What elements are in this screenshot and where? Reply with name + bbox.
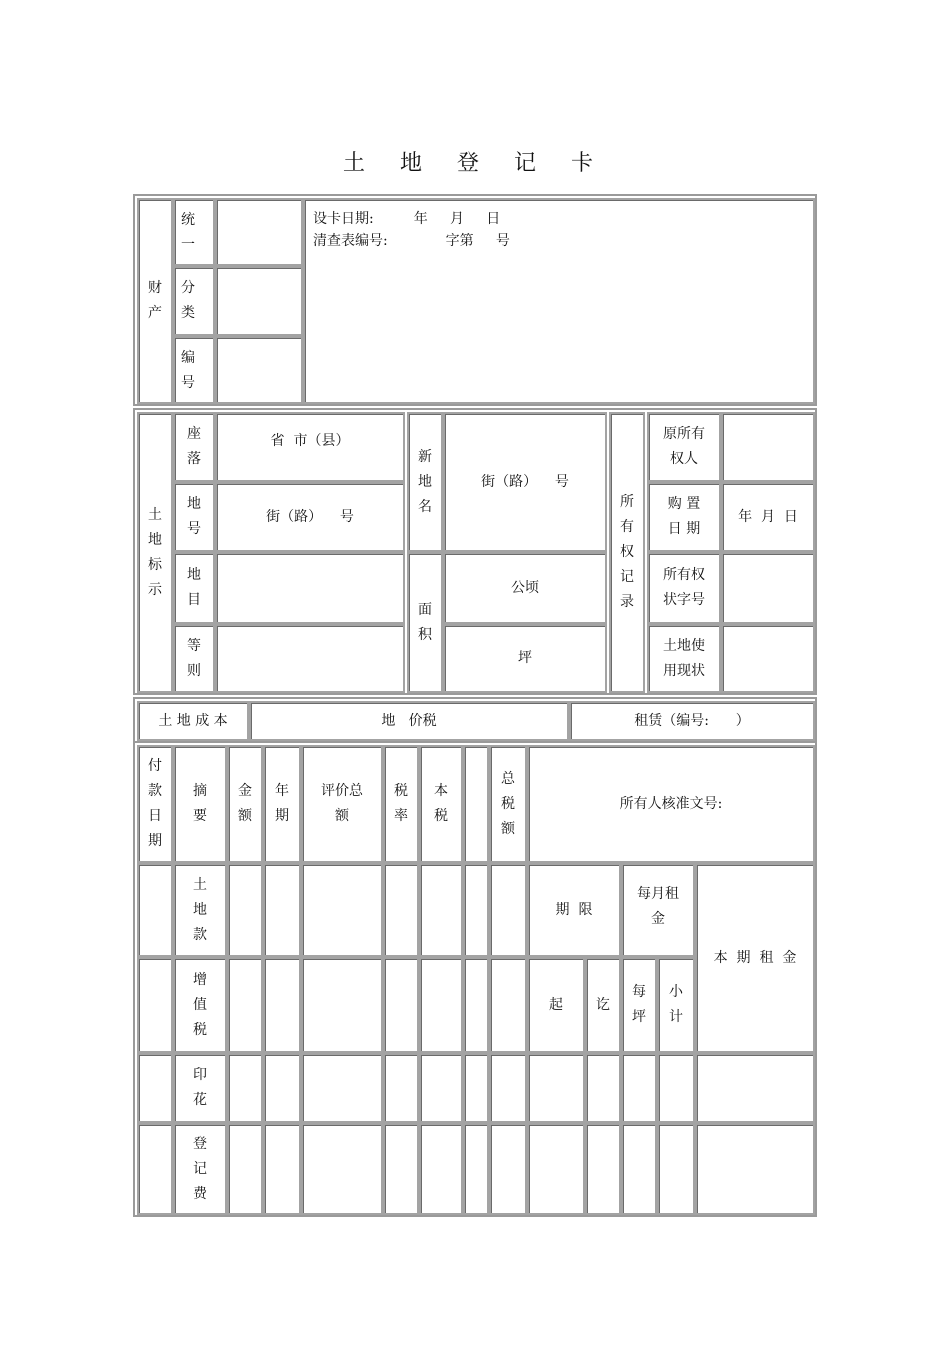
table-row-cell[interactable] <box>383 957 419 1053</box>
property-label: 财 产 <box>137 198 173 404</box>
land-use-label: 土地使 用现状 <box>647 624 721 693</box>
land-use-value[interactable] <box>721 624 815 693</box>
table-row-cell[interactable] <box>263 1053 301 1123</box>
unified-value[interactable] <box>215 198 303 266</box>
land-tax-label: 地 价税 <box>249 701 569 741</box>
payment-table <box>133 741 817 1217</box>
period-header: 年 期 <box>263 745 301 863</box>
ownership-cert-value[interactable] <box>721 552 815 624</box>
pay-date-header: 付 款 日 期 <box>137 745 173 863</box>
former-owner-value[interactable] <box>721 412 815 482</box>
assessed-total-header: 评价总 额 <box>301 745 383 863</box>
table-row-cell[interactable] <box>383 1123 419 1215</box>
area-label: 面 积 <box>407 552 443 693</box>
total-tax-header: 总 税 额 <box>489 745 527 863</box>
new-name-label: 新 地 名 <box>407 412 443 552</box>
current-rent-label: 本 期 租 金 <box>695 863 815 1053</box>
table-row-cell[interactable] <box>489 957 527 1053</box>
per-ping-label: 每 坪 <box>621 957 657 1053</box>
table-row-cell[interactable] <box>301 1123 383 1215</box>
table-row-cell[interactable] <box>695 1053 815 1123</box>
land-type-value[interactable] <box>215 552 405 624</box>
former-owner-label: 原所有 权人 <box>647 412 721 482</box>
land-section <box>133 408 817 695</box>
table-row-cell[interactable] <box>527 1053 585 1123</box>
table-row-cell[interactable] <box>301 863 383 957</box>
table-row-cell[interactable] <box>227 863 263 957</box>
start-label: 起 <box>527 957 585 1053</box>
table-row-cell[interactable] <box>419 1123 463 1215</box>
hectare-label: 公顷 <box>443 552 607 624</box>
stamp-label: 印 花 <box>173 1053 227 1123</box>
location-value: 省 市（县） <box>215 412 405 482</box>
table-row-cell[interactable] <box>227 1053 263 1123</box>
table-row-cell[interactable] <box>419 957 463 1053</box>
grade-label: 等 则 <box>173 624 215 693</box>
category-value[interactable] <box>215 266 303 336</box>
table-row-cell[interactable] <box>621 1053 657 1123</box>
term-label: 期 限 <box>527 863 621 957</box>
purchase-date-value: 年 月 日 <box>721 482 815 552</box>
table-row-cell[interactable] <box>301 1053 383 1123</box>
lease-label: 租赁（编号: ） <box>569 701 815 741</box>
table-row-cell[interactable] <box>137 1123 173 1215</box>
this-tax-header: 本 税 <box>419 745 463 863</box>
table-row-cell[interactable] <box>137 957 173 1053</box>
vat-label: 增 值 税 <box>173 957 227 1053</box>
table-row-cell[interactable] <box>383 1053 419 1123</box>
page-title: 土 地 登 记 卡 <box>343 151 607 176</box>
table-row-cell[interactable] <box>227 1123 263 1215</box>
table-row-cell[interactable] <box>419 863 463 957</box>
summary-header: 摘 要 <box>173 745 227 863</box>
card-info <box>303 198 815 404</box>
table-row-cell[interactable] <box>463 1053 489 1123</box>
lot-number-value: 街（路） 号 <box>215 482 405 552</box>
amount-header: 金 额 <box>227 745 263 863</box>
table-row-cell[interactable] <box>137 863 173 957</box>
table-row-cell[interactable] <box>695 1123 815 1215</box>
land-label: 土 地 标 示 <box>137 412 173 693</box>
purchase-date-label: 购 置 日 期 <box>647 482 721 552</box>
category-label: 分 类 <box>173 266 215 336</box>
table-row-cell[interactable] <box>463 957 489 1053</box>
table-row-cell[interactable] <box>263 1123 301 1215</box>
table-row-cell[interactable] <box>585 1123 621 1215</box>
land-cost-label: 土 地 成 本 <box>137 701 249 741</box>
table-row-cell[interactable] <box>383 863 419 957</box>
property-section <box>133 194 817 406</box>
land-payment-label: 土 地 款 <box>173 863 227 957</box>
ownership-cert-label: 所有权 状字号 <box>647 552 721 624</box>
number-value[interactable] <box>215 336 303 404</box>
tax-rate-header: 税 率 <box>383 745 419 863</box>
table-row-cell[interactable] <box>657 1053 695 1123</box>
unified-label: 统 一 <box>173 198 215 266</box>
table-row-cell[interactable] <box>489 1123 527 1215</box>
table-row-cell[interactable] <box>301 957 383 1053</box>
table-row-cell[interactable] <box>227 957 263 1053</box>
table-row-cell[interactable] <box>463 863 489 957</box>
number-label: 编 号 <box>173 336 215 404</box>
new-name-value: 街（路） 号 <box>443 412 607 552</box>
owner-approval-header: 所有人核准文号: <box>527 745 815 863</box>
table-row-cell[interactable] <box>527 1123 585 1215</box>
table-row-cell[interactable] <box>621 1123 657 1215</box>
table-row-cell[interactable] <box>463 1123 489 1215</box>
subtotal-label: 小 计 <box>657 957 695 1053</box>
table-row-cell[interactable] <box>263 863 301 957</box>
checklist-number: 清查表编号: 字第 号 <box>313 233 510 249</box>
card-date: 设卡日期: 年 月 日 <box>313 211 501 227</box>
lot-number-label: 地 号 <box>173 482 215 552</box>
cost-header-section <box>133 697 817 743</box>
land-type-label: 地 目 <box>173 552 215 624</box>
table-row-cell[interactable] <box>489 863 527 957</box>
location-label: 座 落 <box>173 412 215 482</box>
monthly-rent-label: 每月租 金 <box>621 863 695 957</box>
table-row-cell[interactable] <box>585 1053 621 1123</box>
registration-fee-label: 登 记 费 <box>173 1123 227 1215</box>
table-row-cell[interactable] <box>657 1123 695 1215</box>
blank-header <box>463 745 489 863</box>
table-row-cell[interactable] <box>137 1053 173 1123</box>
grade-value[interactable] <box>215 624 405 693</box>
table-row-cell[interactable] <box>419 1053 463 1123</box>
ping-label: 坪 <box>443 624 607 693</box>
end-label: 讫 <box>585 957 621 1053</box>
table-row-cell[interactable] <box>263 957 301 1053</box>
table-row-cell[interactable] <box>489 1053 527 1123</box>
ownership-record-label: 所 有 权 记 录 <box>609 412 645 693</box>
